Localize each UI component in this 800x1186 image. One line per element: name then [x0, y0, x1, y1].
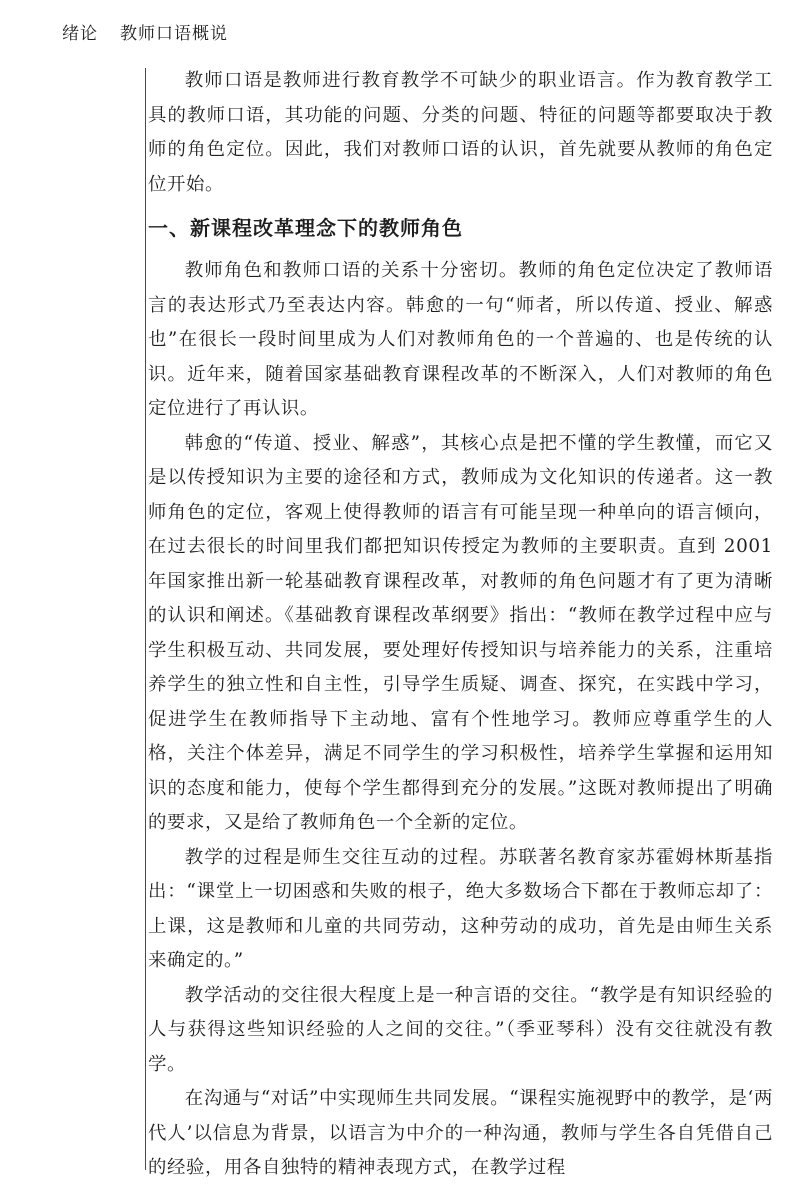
- margin-rule: [145, 68, 146, 1170]
- body-paragraph: 教学活动的交往很大程度上是一种言语的交往。“教学是有知识经验的人与获得这些知识经验的人之间的交往。”（季亚琴科）没有交往就没有教学。: [148, 984, 773, 1075]
- body-paragraph: 教师角色和教师口语的关系十分密切。教师的角色定位决定了教师语言的表达形式乃至表达内容。韩愈的一句“师者，所以传道、授业、解惑也”在很长一段时间里成为人们对教师角色的一个普遍的、也是传统的认识。近年来，随着国家基础教育课程改革的不断深入，人们对教师的角色定位进行了再认识。: [148, 260, 773, 419]
- body-paragraph: 教学的过程是师生交往互动的过程。苏联著名教育家苏霍姆林斯基指出：“课堂上一切困惑和失败的根子，绝大多数场合下都在于教师忘却了：上课，这是教师和儿童的共同劳动，这种劳动的成功，首先是由师生关系来确定的。”: [148, 846, 773, 971]
- intro-paragraph: 教师口语是教师进行教育教学不可缺少的职业语言。作为教育教学工具的教师口语，其功能的问题、分类的问题、特征的问题等都要取决于教师的角色定位。因此，我们对教师口语的认识，首先就要从教师的角色定位开始。: [148, 70, 773, 195]
- body-paragraph: 在沟通与“对话”中实现师生共同发展。“课程实施视野中的教学，是‘两代人’以信息为背景，以语言为中介的一种沟通，教师与学生各自凭借自己的经验，用各自独特的精神表现方式，在教学过程: [148, 1088, 773, 1178]
- body-paragraph: 韩愈的“传道、授业、解惑”，其核心点是把不懂的学生教懂，而它又是以传授知识为主要的途径和方式，教师成为文化知识的传递者。这一教师角色的定位，客观上使得教师的语言有可能呈现一种单向的语言倾向，在过去很长的时间里我们都把知识传授定为教师的主要职责。直到 2001年国家推出新一轮基础教育课程改革，对教师的角色问题才有了更为清晰的认识和阐述。《基础教育课程改革纲要》指出：“教师在教学过程中应与学生积极互动、共同发展，要处理好传授知识与培养能力的关系，注重培养学生的独立性和自主性，引导学生质疑、调查、探究，在实践中学习，促进学生在教师指导下主动地、富有个性地学习。教师应尊重学生的人格，关注个体差异，满足不同学生的学习积极性，培养学生掌握和运用知识的态度和能力，使每个学生都得到充分的发展。”这既对教师提出了明确的要求，又是给了教师角色一个全新的定位。: [148, 432, 773, 833]
- running-header: [62, 22, 228, 46]
- page-body: [148, 64, 773, 1186]
- section-heading: 一、新课程改革理念下的教师角色: [148, 216, 463, 240]
- chapter-label: 绪论: [62, 24, 98, 44]
- book-title: 教师口语概说: [120, 24, 228, 44]
